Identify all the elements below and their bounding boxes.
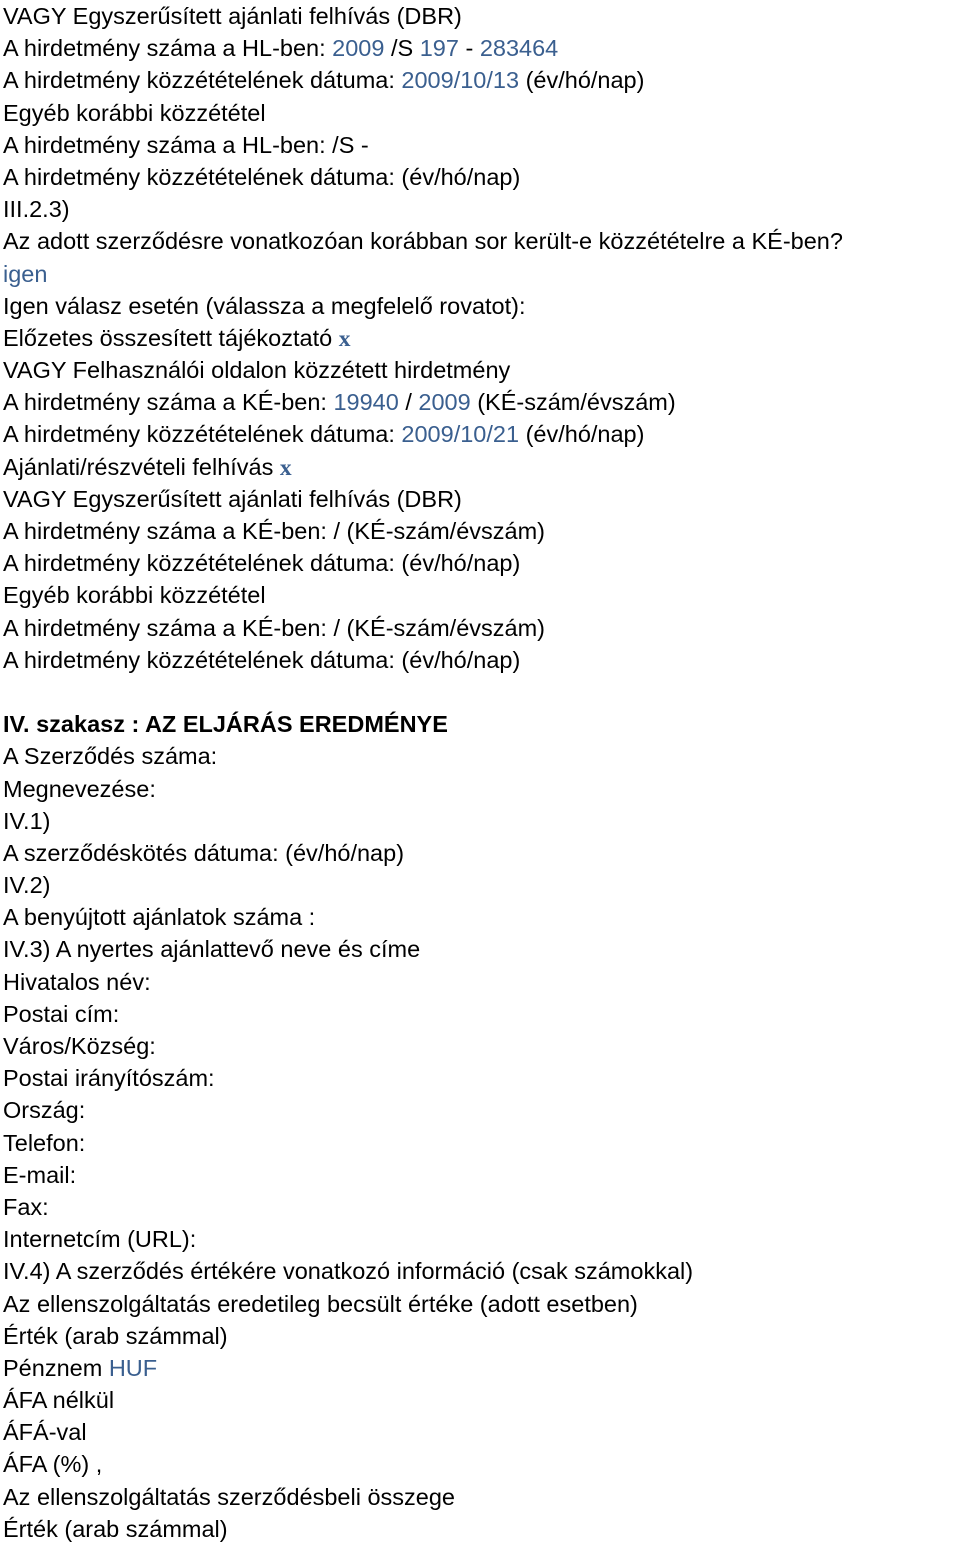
document-line xyxy=(3,322,960,354)
line-text: Érték (arab számmal) xyxy=(3,1322,228,1349)
line-text: IV.3) A nyertes ajánlattevő neve és címe xyxy=(3,936,421,963)
line-text: ÁFA nélkül xyxy=(3,1387,115,1414)
document-line xyxy=(3,933,960,965)
document-line xyxy=(3,418,960,450)
document-line xyxy=(3,676,960,708)
line-text: Postai irányítószám: xyxy=(3,1065,215,1092)
document-line xyxy=(3,290,960,322)
document-line xyxy=(3,225,960,257)
line-text: Ország: xyxy=(3,1097,86,1124)
document-line xyxy=(3,708,960,740)
document-line xyxy=(3,354,960,386)
line-text: Fax: xyxy=(3,1193,49,1220)
document-line xyxy=(3,451,960,483)
line-text: IV.1) xyxy=(3,807,51,834)
field-value: 2009 xyxy=(418,389,471,416)
line-text: Telefon: xyxy=(3,1129,86,1156)
field-value: 2009/10/21 xyxy=(401,421,520,448)
document-line xyxy=(3,644,960,676)
document-line xyxy=(3,1481,960,1513)
document-line xyxy=(3,1159,960,1191)
checkbox-mark: x xyxy=(338,325,351,352)
line-text: Érték (arab számmal) xyxy=(3,1515,228,1542)
line-text: ÁFA (%) , xyxy=(3,1451,103,1478)
line-text: - xyxy=(458,35,480,62)
field-value: 197 xyxy=(419,35,459,62)
line-text: Az adott szerződésre vonatkozóan korábban sor került-e közzétételre a KÉ-ben? xyxy=(3,228,843,255)
field-value: igen xyxy=(3,260,48,287)
line-text: Ajánlati/részvételi felhívás xyxy=(3,453,280,480)
document-line xyxy=(3,1223,960,1255)
field-value: 2009/10/13 xyxy=(401,67,520,94)
document-line xyxy=(3,97,960,129)
line-text: / xyxy=(398,389,419,416)
document-line xyxy=(3,193,960,225)
line-text: Egyéb korábbi közzététel xyxy=(3,99,266,126)
document-line xyxy=(3,64,960,96)
line-text: (KÉ-szám/évszám) xyxy=(470,389,676,416)
line-text: A hirdetmény száma a KÉ-ben: xyxy=(3,389,334,416)
line-text: Megnevezése: xyxy=(3,775,156,802)
line-text: IV.2) xyxy=(3,872,51,899)
line-text: A benyújtott ajánlatok száma : xyxy=(3,904,316,931)
document-line xyxy=(3,483,960,515)
line-text: Internetcím (URL): xyxy=(3,1226,197,1253)
line-text: Pénznem xyxy=(3,1354,109,1381)
document-line xyxy=(3,612,960,644)
line-text: A szerződéskötés dátuma: (év/hó/nap) xyxy=(3,839,405,866)
line-text: A hirdetmény közzétételének dátuma: (év/hó/nap) xyxy=(3,550,521,577)
line-text: A hirdetmény száma a HL-ben: /S - xyxy=(3,131,369,158)
document-line xyxy=(3,515,960,547)
line-text: IV.4) A szerződés értékére vonatkozó információ (csak számokkal) xyxy=(3,1258,694,1285)
document-line xyxy=(3,869,960,901)
document-line xyxy=(3,1320,960,1352)
line-text: E-mail: xyxy=(3,1161,77,1188)
document-line xyxy=(3,998,960,1030)
line-text: VAGY Egyszerűsített ajánlati felhívás (DBR) xyxy=(3,3,462,29)
document-line xyxy=(3,1448,960,1480)
document-line xyxy=(3,547,960,579)
line-text: III.2.3) xyxy=(3,196,70,223)
line-text: Az ellenszolgáltatás szerződésbeli összege xyxy=(3,1483,455,1510)
checkbox-mark: x xyxy=(279,454,292,481)
document-line xyxy=(3,1191,960,1223)
line-text: VAGY Felhasználói oldalon közzétett hirdetmény xyxy=(3,357,511,384)
document-line xyxy=(3,1288,960,1320)
document-line xyxy=(3,901,960,933)
field-value: 2009 xyxy=(332,35,385,62)
document-line xyxy=(3,805,960,837)
line-text: A hirdetmény száma a KÉ-ben: / (KÉ-szám/évszám) xyxy=(3,518,545,544)
field-value: 283464 xyxy=(479,35,559,62)
document-line xyxy=(3,386,960,418)
line-text: A hirdetmény közzétételének dátuma: xyxy=(3,421,402,448)
document-line xyxy=(3,740,960,772)
line-text: A hirdetmény száma a HL-ben: xyxy=(3,35,333,62)
document-line xyxy=(3,129,960,161)
line-text: Város/Község: xyxy=(3,1033,156,1059)
line-text: (év/hó/nap) xyxy=(519,67,645,94)
document-line xyxy=(3,966,960,998)
document-line xyxy=(3,1416,960,1448)
line-text: A Szerződés száma: xyxy=(3,743,218,770)
line-text: Hivatalos név: xyxy=(3,968,151,995)
document-line xyxy=(3,837,960,869)
document-line xyxy=(3,773,960,805)
line-text: Igen válasz esetén (válassza a megfelelő rovatot): xyxy=(3,292,526,319)
line-text: ÁFÁ-val xyxy=(3,1419,87,1446)
line-text: Postai cím: xyxy=(3,1000,120,1027)
document-line xyxy=(3,1384,960,1416)
section-heading: IV. szakasz : AZ ELJÁRÁS EREDMÉNYE xyxy=(3,711,448,738)
field-value: HUF xyxy=(108,1354,158,1381)
document-line xyxy=(3,1513,960,1545)
line-text: A hirdetmény száma a KÉ-ben: / (KÉ-szám/évszám) xyxy=(3,614,545,641)
line-text: A hirdetmény közzétételének dátuma: xyxy=(3,67,402,94)
document-line xyxy=(3,258,960,290)
document-line xyxy=(3,1255,960,1287)
document-line xyxy=(3,0,960,32)
line-text: (év/hó/nap) xyxy=(519,421,645,448)
line-text: A hirdetmény közzétételének dátuma: (év/hó/nap) xyxy=(3,646,521,673)
line-text: /S xyxy=(384,35,420,62)
document-line xyxy=(3,161,960,193)
line-text: A hirdetmény közzétételének dátuma: (év/hó/nap) xyxy=(3,163,521,190)
document-line xyxy=(3,1352,960,1384)
line-text: VAGY Egyszerűsített ajánlati felhívás (DBR) xyxy=(3,485,462,512)
document-line xyxy=(3,1094,960,1126)
line-text: Az ellenszolgáltatás eredetileg becsült értéke (adott esetben) xyxy=(3,1290,638,1317)
field-value: 19940 xyxy=(333,389,399,416)
line-text: Egyéb korábbi közzététel xyxy=(3,582,266,609)
document-line xyxy=(3,1062,960,1094)
document-line xyxy=(3,1030,960,1062)
document-line xyxy=(3,32,960,64)
document-line xyxy=(3,579,960,611)
line-text: Előzetes összesített tájékoztató xyxy=(3,324,339,351)
document-line xyxy=(3,1127,960,1159)
